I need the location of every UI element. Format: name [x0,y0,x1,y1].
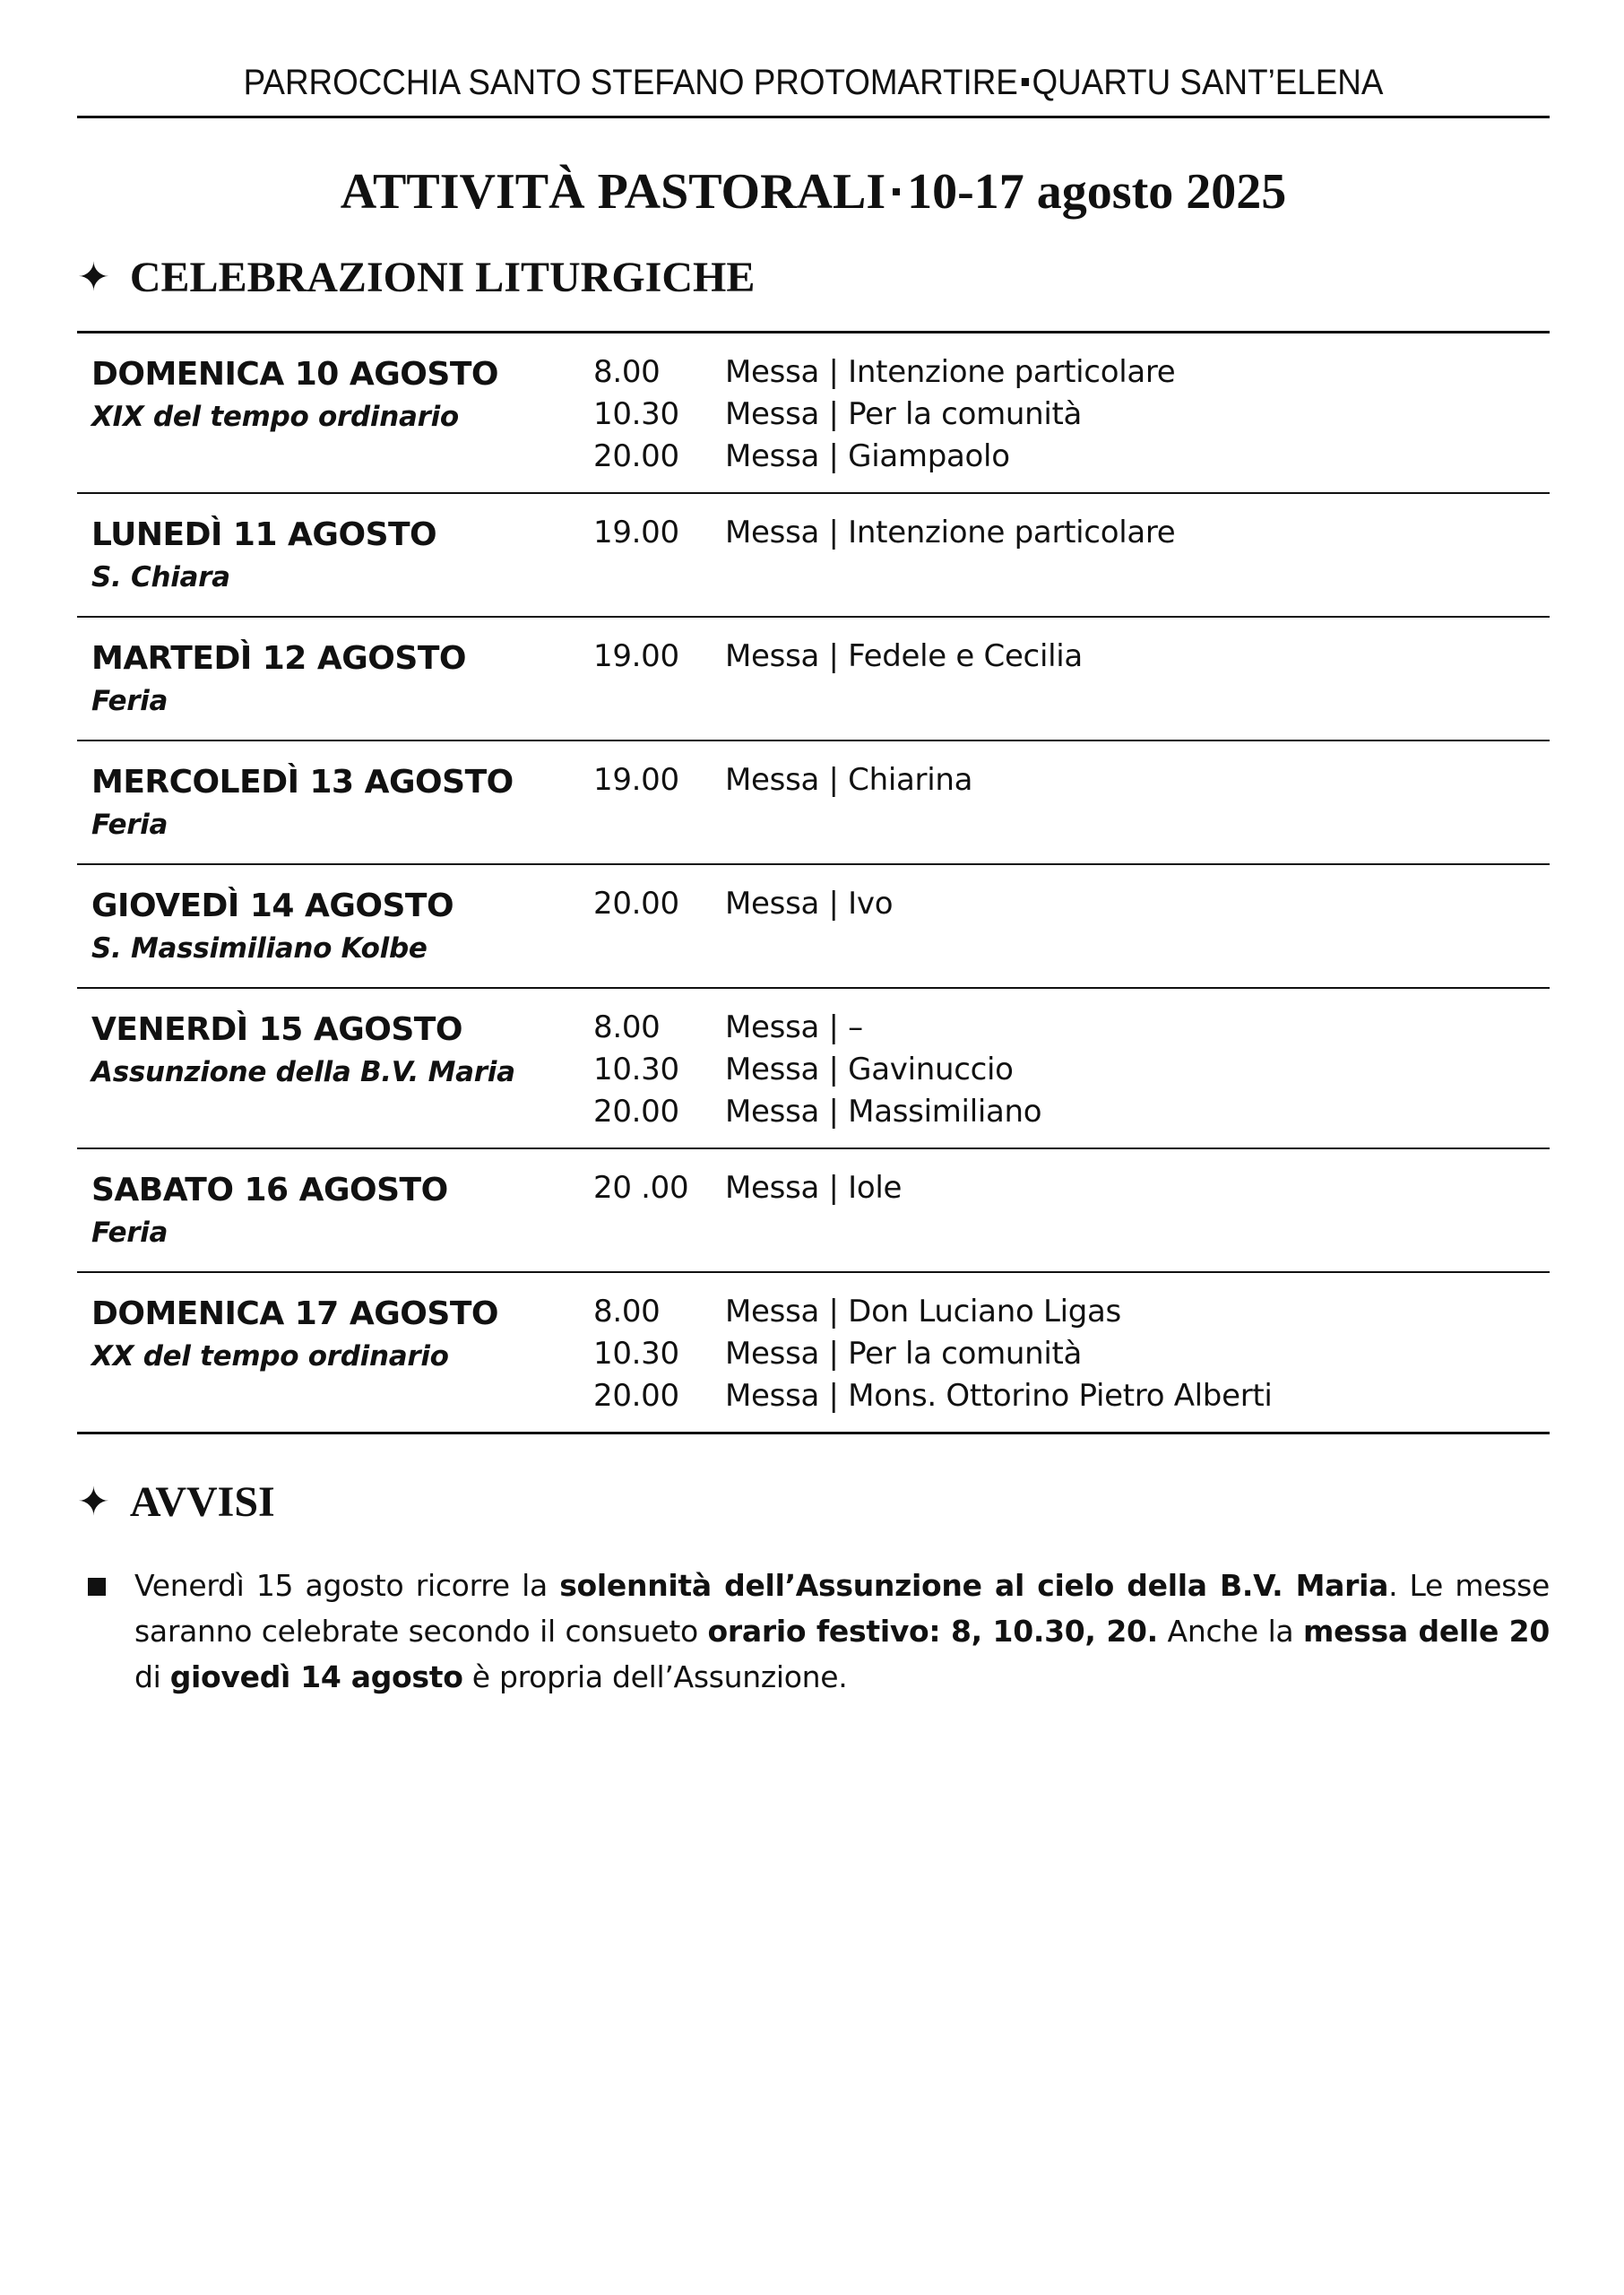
event-item [593,1167,1550,1209]
events-cell [593,864,1550,988]
event-item [593,1007,1550,1049]
notice-text-part: Venerdì 15 agosto ricorre la [134,1568,560,1603]
event-time: 20.00 [593,1378,679,1414]
events-cell [593,617,1550,740]
liturgical-day: XX del tempo ordinario [91,1340,449,1373]
event-time: 8.00 [593,354,661,390]
day-cell [77,988,593,1148]
event-description: Messa | Per la comunità [725,396,1083,432]
notice-text-part: è propria dell’Assunzione. [462,1659,848,1694]
liturgical-day: Feria [91,1217,168,1249]
notice-text-part: . Le messe saranno celebrate secondo il consueto [134,1568,1550,1649]
day-cell [77,493,593,617]
event-description: Messa | Intenzione particolare [725,515,1176,550]
day-cell [77,740,593,864]
notice-bold-part: messa delle 20 [1303,1614,1551,1649]
event-description: Messa | Gavinuccio [725,1052,1014,1087]
event-description: Messa | Iole [725,1170,903,1206]
notice-bold-part: orario festivo: 8, 10.30, 20. [707,1614,1158,1649]
event-item [593,436,1550,478]
separator-dot [893,188,900,195]
star-icon: ✦ [77,1479,110,1525]
star-icon: ✦ [77,255,110,300]
event-description: Messa | Don Luciano Ligas [725,1294,1121,1329]
events-cell [593,988,1550,1148]
notice-bold-part: giovedì 14 agosto [169,1659,463,1694]
liturgical-day: Feria [91,809,168,841]
schedule-row [77,740,1550,864]
liturgical-day: Feria [91,685,168,717]
schedule-row [77,988,1550,1148]
event-description: Messa | Ivo [725,886,894,922]
event-time: 19.00 [593,515,679,550]
event-time: 10.30 [593,396,679,432]
liturgical-day: S. Chiara [91,561,230,593]
day-name: VENERDÌ 15 AGOSTO [91,1011,462,1048]
event-description: Messa | Massimiliano [725,1094,1042,1130]
day-name: DOMENICA 17 AGOSTO [91,1295,498,1332]
event-item [593,1049,1550,1091]
liturgical-day: S. Massimiliano Kolbe [91,932,428,965]
schedule-row [77,617,1550,740]
event-description: Messa | Chiarina [725,762,973,798]
event-item [593,1091,1550,1133]
event-time: 20 .00 [593,1170,689,1206]
schedule-row [77,493,1550,617]
event-time: 20.00 [593,1094,679,1130]
event-time: 19.00 [593,762,679,798]
notice-text-part: di [134,1659,170,1694]
event-time: 19.00 [593,638,679,674]
events-cell [593,1272,1550,1433]
notice-text [134,1563,1550,1700]
day-name: DOMENICA 10 AGOSTO [91,356,498,393]
schedule-row [77,864,1550,988]
title-main: ATTIVITÀ PASTORALI [340,164,886,220]
event-description: Messa | – [725,1009,863,1045]
section-heading-text: AVVISI [129,1478,275,1526]
page [77,0,1550,1700]
event-item [593,394,1550,436]
event-item [593,351,1550,394]
events-cell [593,740,1550,864]
schedule-row [77,1148,1550,1272]
event-item [593,512,1550,554]
event-description: Messa | Intenzione particolare [725,354,1176,390]
day-name: SABATO 16 AGOSTO [91,1172,448,1208]
parish-location: QUARTU SANT’ELENA [1032,63,1384,102]
square-bullet-icon [77,1563,134,1700]
day-cell [77,1148,593,1272]
event-item [593,1291,1550,1333]
day-name: GIOVEDÌ 14 AGOSTO [91,888,454,924]
section-heading-avvisi [77,1477,1550,1527]
section-heading-celebrazioni [77,253,1550,302]
schedule-table [77,331,1550,1434]
event-item [593,1333,1550,1375]
event-time: 10.30 [593,1052,679,1087]
day-cell [77,617,593,740]
events-cell [593,493,1550,617]
event-time: 8.00 [593,1009,661,1045]
event-description: Messa | Mons. Ottorino Pietro Alberti [725,1378,1273,1414]
title-dates: 10-17 agosto 2025 [907,164,1287,220]
event-item [593,883,1550,925]
day-cell [77,1272,593,1433]
day-name: MERCOLEDÌ 13 AGOSTO [91,764,514,801]
notice-text-part: Anche la [1157,1614,1304,1649]
schedule-row [77,1272,1550,1433]
parish-header [136,63,1491,103]
events-cell [593,1148,1550,1272]
page-title [77,163,1550,221]
day-cell [77,864,593,988]
event-time: 20.00 [593,438,679,474]
event-time: 10.30 [593,1336,679,1372]
parish-name: PARROCCHIA SANTO STEFANO PROTOMARTIRE [243,63,1018,102]
day-name: LUNEDÌ 11 AGOSTO [91,516,437,553]
section-heading-text: CELEBRAZIONI LITURGICHE [129,254,756,301]
event-description: Messa | Per la comunità [725,1336,1083,1372]
event-time: 8.00 [593,1294,661,1329]
separator-dot [1022,78,1029,86]
events-cell [593,333,1550,494]
day-cell [77,333,593,494]
header-rule [77,116,1550,118]
event-time: 20.00 [593,886,679,922]
liturgical-day: XIX del tempo ordinario [91,401,459,433]
notice-bold-part: solennità dell’Assunzione al cielo della B.V. Maria [559,1568,1389,1603]
event-description: Messa | Giampaolo [725,438,1010,474]
event-item [593,1375,1550,1417]
event-item [593,759,1550,801]
event-item [593,636,1550,678]
schedule-row [77,333,1550,494]
event-description: Messa | Fedele e Cecilia [725,638,1083,674]
notice-item [77,1563,1550,1700]
liturgical-day: Assunzione della B.V. Maria [91,1056,515,1088]
day-name: MARTEDÌ 12 AGOSTO [91,640,466,677]
